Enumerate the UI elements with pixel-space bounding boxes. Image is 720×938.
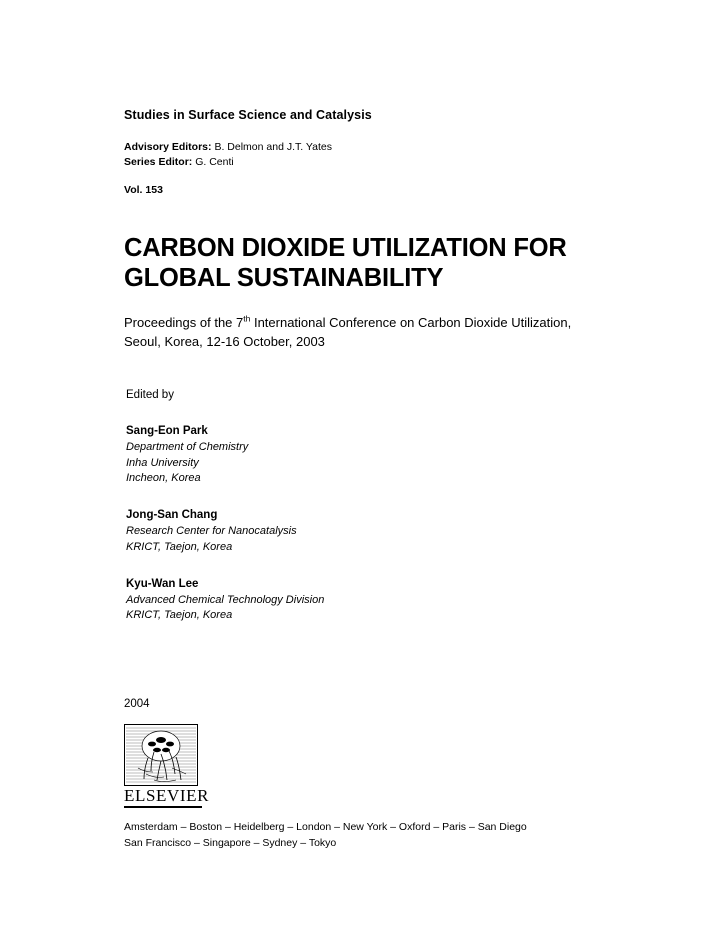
series-editors-block — [124, 140, 624, 170]
editor-affiliation-2: Inha University — [126, 456, 199, 469]
advisory-editors-line — [124, 140, 624, 155]
series-editor-value: G. Centi — [195, 156, 234, 169]
proceedings-text-pre: Proceedings of the 7 — [124, 315, 244, 331]
editor-affiliation-1: Advanced Chemical Technology Division — [126, 593, 325, 606]
editor-affiliation-3: Incheon, Korea — [126, 472, 201, 485]
editor-entry — [126, 507, 624, 555]
series-editor-label: Series Editor: — [124, 156, 193, 169]
proceedings-text-post: International Conference on Carbon Dioxide Utilization, — [250, 315, 572, 331]
series-title: Studies in Surface Science and Catalysis — [124, 108, 372, 122]
series-editor-line — [124, 155, 624, 170]
page-title-line-2: GLOBAL SUSTAINABILITY — [124, 264, 444, 293]
advisory-editors-label: Advisory Editors: — [124, 141, 212, 153]
edited-by-label: Edited by — [126, 389, 174, 401]
page-title-line-1: CARBON DIOXIDE UTILIZATION FOR — [124, 234, 567, 263]
advisory-editors-value: B. Delmon and J.T. Yates — [214, 141, 332, 153]
proceedings-subtitle — [124, 314, 594, 351]
volume-number: Vol. 153 — [124, 184, 163, 197]
editor-affiliation-1: Department of Chemistry — [126, 441, 249, 454]
page-title — [124, 234, 624, 294]
proceedings-line-2: Seoul, Korea, 12-16 October, 2003 — [124, 333, 325, 349]
editor-entry — [126, 423, 624, 487]
publisher-cities-line-2: San Francisco – Singapore – Sydney – Tokyo — [124, 836, 337, 849]
proceedings-ordinal-suffix: th — [243, 313, 251, 324]
editor-name: Kyu-Wan Lee — [126, 577, 199, 590]
publication-year: 2004 — [124, 698, 150, 711]
wordmark-rule — [124, 806, 202, 808]
editor-entry — [126, 576, 624, 624]
editor-affiliation-2: KRICT, Taejon, Korea — [126, 609, 233, 622]
editor-affiliation-2: KRICT, Taejon, Korea — [126, 540, 233, 553]
elsevier-wordmark: ELSEVIER — [124, 786, 210, 806]
publisher-cities — [124, 820, 624, 852]
editor-affiliation-1: Research Center for Nanocatalysis — [126, 525, 297, 538]
elsevier-tree-icon — [124, 724, 198, 786]
publisher-cities-line-1: Amsterdam – Boston – Heidelberg – London – New York – Oxford – Paris – San Diego — [124, 820, 527, 833]
editor-name: Jong-San Chang — [126, 509, 218, 522]
editor-name: Sang-Eon Park — [126, 425, 208, 437]
publisher-block — [124, 724, 624, 851]
title-page-content — [124, 108, 624, 851]
